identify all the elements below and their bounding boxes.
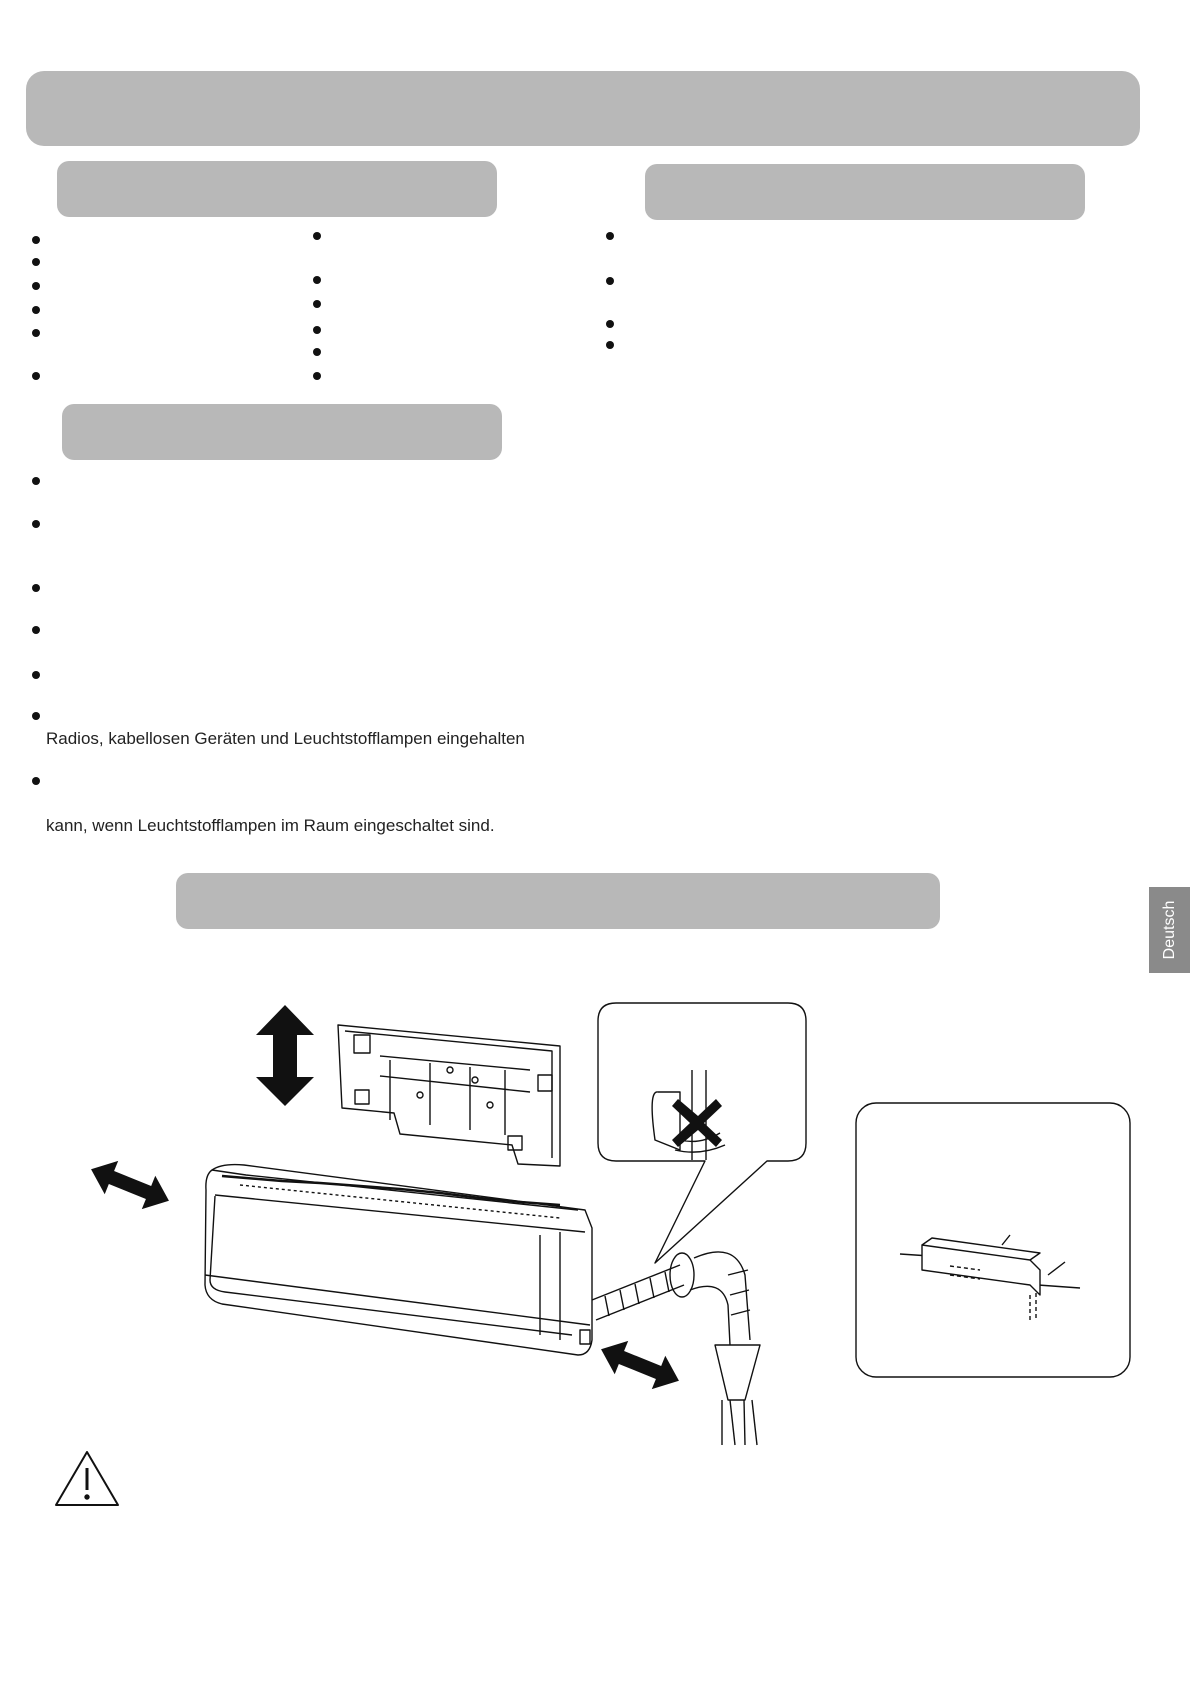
wall-plate <box>338 1025 560 1166</box>
text-line-radios: Radios, kabellosen Geräten und Leuchtstofflampen eingehalten <box>46 729 525 748</box>
vertical-arrow-icon <box>256 1005 314 1106</box>
no-bend-callout <box>598 1003 806 1263</box>
indoor-unit <box>205 1165 592 1355</box>
drain-connector-detail <box>856 1103 1130 1377</box>
language-tab-label: Deutsch <box>1160 900 1178 960</box>
pipe-arrow-icon <box>594 1333 685 1398</box>
warning-triangle-icon <box>56 1452 118 1505</box>
text-line-kann: kann, wenn Leuchtstofflampen im Raum eingeschaltet sind. <box>46 816 495 835</box>
left-arrow-icon <box>84 1153 175 1218</box>
